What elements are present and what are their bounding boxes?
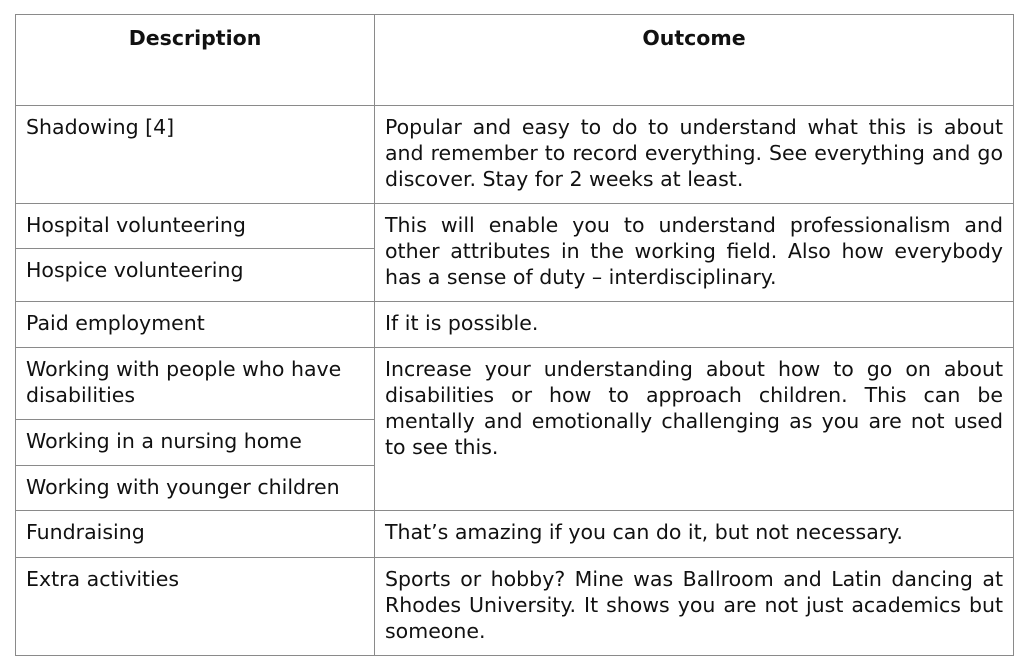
- outcome-cell: Sports or hobby? Mine was Ballroom and Latin dancing at Rhodes University. It shows you are not just academics but someone.: [375, 558, 1014, 656]
- header-outcome: Outcome: [375, 15, 1014, 106]
- table-row: [16, 558, 1014, 656]
- table-header-row: [16, 15, 1014, 106]
- description-cell: Paid employment: [16, 302, 375, 348]
- table-row: [16, 302, 1014, 348]
- table-row: [16, 106, 1014, 204]
- description-cell: Working in a nursing home: [16, 420, 375, 466]
- outcome-cell: If it is possible.: [375, 302, 1014, 348]
- description-cell: Hospital volunteering: [16, 204, 375, 249]
- description-cell: Hospice volunteering: [16, 249, 375, 302]
- description-cell: Fundraising: [16, 511, 375, 558]
- description-cell: Extra activities: [16, 558, 375, 656]
- table-row: [16, 511, 1014, 558]
- outcome-cell: Increase your understanding about how to go on about disabilities or how to approach children. This can be mentally and emotionally challenging as you are not used to see this.: [375, 348, 1014, 511]
- outcome-cell: That’s amazing if you can do it, but not necessary.: [375, 511, 1014, 558]
- description-cell: Working with younger children: [16, 466, 375, 511]
- description-cell: Working with people who have disabilities: [16, 348, 375, 420]
- table-row: [16, 204, 1014, 249]
- activities-table: [15, 14, 1014, 656]
- description-cell: Shadowing [4]: [16, 106, 375, 204]
- outcome-cell: Popular and easy to do to understand what this is about and remember to record everything. See everything and go discover. Stay for 2 weeks at least.: [375, 106, 1014, 204]
- table-row: [16, 348, 1014, 420]
- outcome-cell: This will enable you to understand professionalism and other attributes in the working field. Also how everybody has a sense of duty – interdisciplinary.: [375, 204, 1014, 302]
- header-description: Description: [16, 15, 375, 106]
